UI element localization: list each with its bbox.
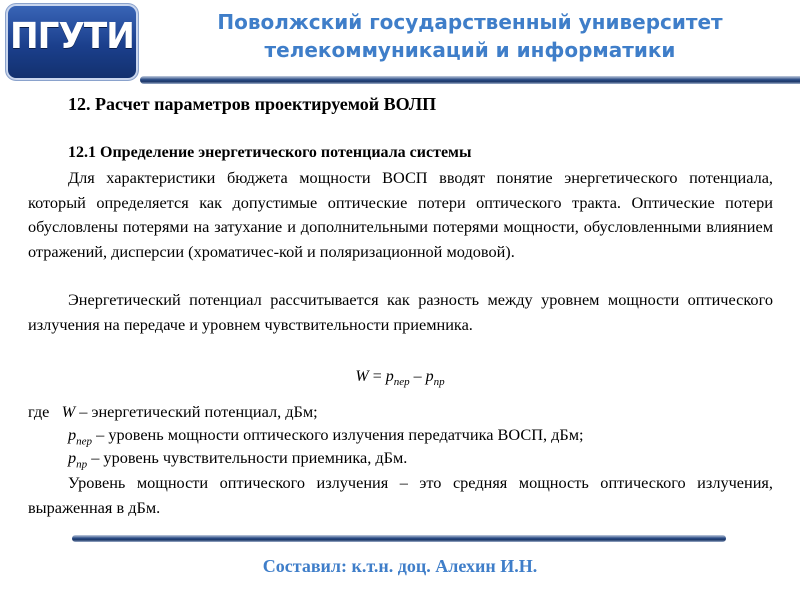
definition-p-transmit-sub: пер [76, 435, 93, 448]
formula-p-receive: p [425, 368, 434, 385]
formula-equals: = [368, 368, 386, 385]
university-title [170, 8, 770, 64]
formula-minus: – [409, 368, 426, 385]
author-credit: Составил: к.т.н. доц. Алехин И.Н. [262, 556, 538, 576]
definition-w-text: – энергетический потенциал, дБм; [75, 402, 318, 421]
definition-p-receive-symbol: p [68, 448, 77, 467]
formula-p-transmit-sub: пер [393, 376, 410, 389]
formula-lhs: W [355, 368, 369, 385]
university-title-line2: телекоммуникаций и информатики [264, 38, 676, 62]
formula-p-transmit: p [385, 368, 394, 385]
paragraph-energy-potential: Энергетический потенциал рассчитывается как разность между уровнем мощности оптического излучения на передаче и уровнем чувствительности приемника. [28, 290, 773, 334]
section-title: 12. Расчет параметров проектируемой ВОЛП [68, 94, 437, 114]
paragraph-power-budget: Для характеристики бюджета мощности ВОСП вводят понятие энергетического потенциала, который определяется как допустимые оптические потери оптического тракта. Оптические потери обусловлены потерями на затухание и дополнительными потерями мощности, обусловленными влиянием отражений, дисперсии (хроматичес-кой и поляризационной модовой). [28, 168, 773, 261]
header-divider [140, 76, 800, 84]
definition-p-transmit [68, 425, 584, 447]
formula-p-receive-sub: пр [433, 376, 445, 389]
definition-p-transmit-text: – уровень мощности оптического излучения передатчика ВОСП, дБм; [92, 425, 584, 444]
paragraph-radiation-level: Уровень мощности оптического излучения – это средняя мощность оптического излучения, выраженная в дБм. [28, 473, 773, 517]
subsection-title: 12.1 Определение энергетического потенциала системы [68, 144, 472, 161]
definition-p-receive [68, 448, 407, 470]
definition-w [28, 402, 318, 422]
logo-text: ПГУТИ [9, 16, 134, 57]
definition-p-transmit-symbol: p [68, 425, 77, 444]
definition-p-receive-sub: пр [76, 458, 88, 471]
energy-potential-formula [0, 368, 800, 388]
definition-where: где [28, 402, 50, 421]
definition-p-receive-text: – уровень чувствительности приемника, дБм. [87, 448, 408, 467]
footer-divider [72, 535, 726, 542]
university-logo [6, 4, 138, 80]
definition-w-symbol: W [61, 402, 76, 421]
university-title-line1: Поволжский государственный университет [217, 10, 723, 34]
